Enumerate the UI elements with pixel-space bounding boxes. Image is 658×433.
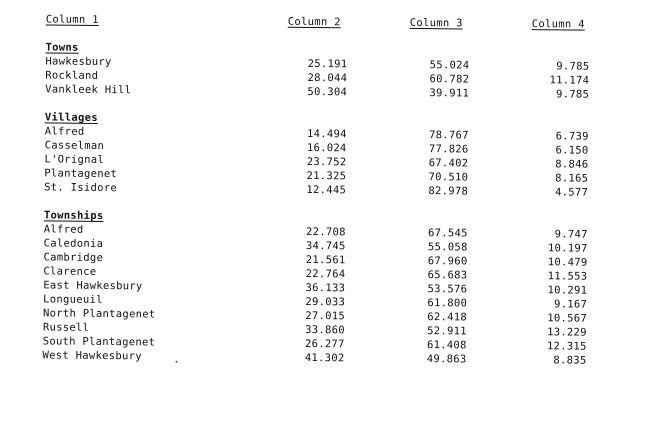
row-column-4-cell: 10.291 — [547, 284, 588, 297]
row-column-2-cell: 50.304 — [307, 85, 348, 99]
row-name-cell: Plantagenet — [44, 167, 118, 181]
row-column-2-cell: 28.044 — [307, 71, 348, 85]
row-name-cell: Rockland — [45, 69, 99, 82]
row-column-3-cell: 67.402 — [428, 157, 469, 170]
row-column-2-cell: 22.764 — [305, 267, 346, 281]
row-column-3-cell: 62.418 — [427, 311, 468, 324]
row-column-2-cell: 21.561 — [305, 253, 346, 267]
row-column-2-cell: 27.015 — [305, 309, 346, 323]
row-column-2-cell: 12.445 — [306, 183, 347, 197]
row-column-3-cell: 55.024 — [429, 59, 470, 72]
row-column-4-cell: 8.165 — [555, 172, 589, 185]
row-name-cell: St. Isidore — [44, 181, 118, 195]
row-column-2-cell: 26.277 — [304, 337, 345, 351]
row-name-cell: West Hawkesbury — [42, 349, 142, 363]
row-column-2-cell: 29.033 — [305, 295, 346, 309]
row-name-cell: Russell — [42, 321, 90, 334]
row-name-cell: Casselman — [44, 139, 105, 153]
row-name-cell: Hawkesbury — [45, 55, 112, 69]
row-name-cell: Cambridge — [43, 251, 104, 265]
row-column-3-cell: 60.782 — [429, 73, 470, 86]
row-column-4-cell: 11.553 — [547, 270, 588, 283]
row-column-4-cell: 11.174 — [549, 74, 590, 87]
row-column-3-cell: 61.800 — [427, 297, 468, 310]
row-column-2-cell: 34.745 — [305, 239, 346, 253]
column-header-1: Column 1 — [45, 13, 99, 26]
row-column-4-cell: 6.150 — [555, 144, 589, 157]
row-column-2-cell: 21.325 — [306, 169, 347, 183]
row-name-cell: Caledonia — [43, 237, 104, 251]
row-column-2-cell: 25.191 — [307, 57, 348, 71]
row-column-3-cell: 78.767 — [428, 129, 469, 142]
row-column-2-cell: 16.024 — [306, 141, 347, 155]
section-title: Townships — [43, 209, 104, 223]
row-column-4-cell: 12.315 — [546, 340, 587, 353]
column-header-3: Column 3 — [409, 16, 463, 30]
row-column-4-cell: 9.785 — [555, 88, 590, 101]
row-column-3-cell: 82.978 — [428, 185, 469, 198]
row-column-4-cell: 13.229 — [547, 326, 587, 339]
row-column-4-cell: 10.567 — [547, 312, 588, 325]
column-header-4: Column 4 — [531, 18, 585, 31]
row-column-4-cell: 10.197 — [547, 242, 588, 255]
row-column-2-cell: 23.752 — [306, 155, 347, 169]
row-column-3-cell: 55.058 — [427, 241, 468, 254]
row-column-3-cell: 77.826 — [428, 143, 469, 156]
row-column-3-cell: 39.911 — [429, 87, 470, 100]
row-column-4-cell: 9.747 — [554, 228, 588, 241]
row-column-4-cell: 10.479 — [547, 256, 588, 269]
row-name-cell: South Plantagenet — [42, 335, 156, 349]
row-column-2-cell: 33.860 — [305, 323, 345, 337]
row-column-4-cell: 8.846 — [555, 158, 589, 171]
row-column-4-cell: 4.577 — [555, 186, 589, 199]
row-column-3-cell: 49.863 — [426, 353, 467, 366]
section-title: Villages — [44, 111, 98, 124]
row-name-cell: East Hawkesbury — [43, 279, 143, 293]
row-column-2-cell: 14.494 — [306, 127, 347, 141]
row-column-3-cell: 67.545 — [427, 227, 468, 240]
row-column-3-cell: 67.960 — [427, 255, 468, 268]
row-column-3-cell: 70.510 — [428, 171, 469, 184]
row-column-3-cell: 53.576 — [427, 283, 468, 296]
row-column-3-cell: 52.911 — [427, 325, 467, 338]
row-name-cell: Clarence — [43, 265, 97, 278]
row-name-cell: L'Orignal — [44, 153, 105, 167]
column-header-2: Column 2 — [287, 15, 341, 29]
row-name-cell: North Plantagenet — [42, 307, 156, 321]
row-name-cell: Alfred — [43, 223, 84, 236]
row-column-2-cell: 22.708 — [305, 225, 346, 239]
row-name-cell: Longueuil — [43, 293, 103, 306]
row-column-2-cell: 41.302 — [304, 351, 345, 365]
row-column-4-cell: 9.167 — [553, 298, 588, 311]
row-column-3-cell: 61.408 — [426, 339, 467, 352]
row-column-4-cell: 9.785 — [556, 60, 590, 73]
row-column-4-cell: 8.835 — [553, 354, 587, 367]
row-name-cell: Vankleek Hill — [45, 83, 132, 97]
row-column-4-cell: 6.739 — [555, 130, 589, 143]
row-name-cell: Alfred — [44, 125, 85, 138]
scan-speck — [176, 361, 178, 363]
row-column-3-cell: 65.683 — [427, 269, 468, 282]
section-title: Towns — [45, 41, 79, 54]
row-column-2-cell: 36.133 — [305, 281, 346, 295]
